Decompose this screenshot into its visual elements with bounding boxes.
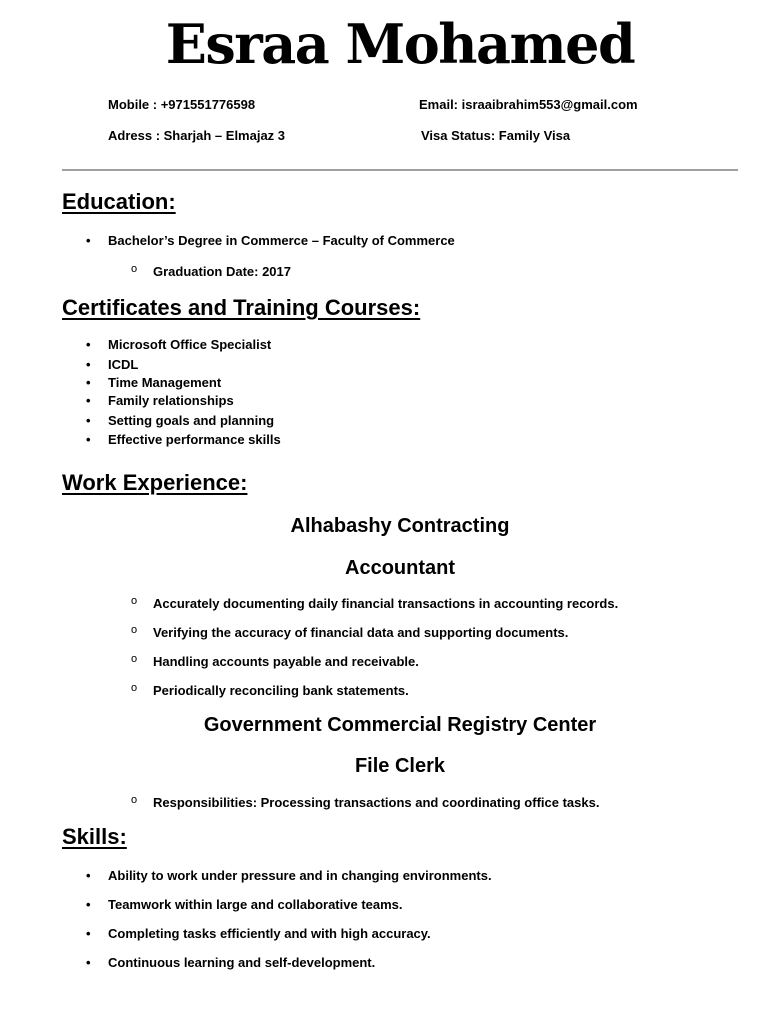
circle-bullet-icon: o xyxy=(131,682,138,694)
list-item xyxy=(86,897,403,912)
duty-text: Periodically reconciling bank statements. xyxy=(153,683,409,698)
certificate-item: Family relationships xyxy=(108,393,234,408)
graduation-date: Graduation Date: 2017 xyxy=(153,264,291,279)
list-item xyxy=(86,868,492,883)
circle-bullet-icon: o xyxy=(131,653,138,665)
list-item xyxy=(131,624,569,640)
list-item xyxy=(131,794,600,810)
skill-item: Ability to work under pressure and in changing environments. xyxy=(108,868,492,883)
list-item xyxy=(131,263,291,279)
list-item xyxy=(131,682,409,698)
bullet-icon: • xyxy=(86,375,91,390)
bullet-icon: • xyxy=(86,413,91,428)
certificate-item: Time Management xyxy=(108,375,222,390)
bullet-icon: • xyxy=(86,233,91,248)
list-item xyxy=(86,926,431,941)
work-experience-heading: Work Experience: xyxy=(62,470,248,495)
list-item xyxy=(86,357,139,372)
certificate-item: Setting goals and planning xyxy=(108,413,275,428)
duty-text: Accurately documenting daily financial transactions in accounting records. xyxy=(153,596,619,611)
duty-text: Verifying the accuracy of financial data and supporting documents. xyxy=(153,625,569,640)
circle-bullet-icon: o xyxy=(131,595,138,607)
mobile-number: Mobile : +971551776598 xyxy=(108,97,256,112)
circle-bullet-icon: o xyxy=(131,794,138,806)
list-item xyxy=(86,233,455,248)
duty-text: Handling accounts payable and receivable. xyxy=(153,654,419,669)
duty-text: Responsibilities: Processing transactions and coordinating office tasks. xyxy=(153,795,600,810)
list-item xyxy=(86,375,222,390)
company-name: Alhabashy Contracting xyxy=(290,515,510,537)
certificate-item: Microsoft Office Specialist xyxy=(108,337,272,352)
bullet-icon: • xyxy=(86,897,91,912)
certificate-item: ICDL xyxy=(108,357,139,372)
education-heading: Education: xyxy=(62,189,176,214)
applicant-name: Esraa Mohamed xyxy=(165,12,635,76)
bullet-icon: • xyxy=(86,955,91,970)
bullet-icon: • xyxy=(86,393,91,408)
degree-text: Bachelor’s Degree in Commerce – Faculty of Commerce xyxy=(108,233,455,248)
skill-item: Teamwork within large and collaborative teams. xyxy=(108,897,403,912)
skills-heading: Skills: xyxy=(62,824,127,849)
list-item xyxy=(86,337,272,352)
bullet-icon: • xyxy=(86,337,91,352)
job-title: File Clerk xyxy=(354,755,446,777)
visa-status: Visa Status: Family Visa xyxy=(421,128,571,143)
circle-bullet-icon: o xyxy=(131,263,138,275)
list-item xyxy=(86,432,281,447)
certificates-heading: Certificates and Training Courses: xyxy=(62,295,421,320)
bullet-icon: • xyxy=(86,432,91,447)
skill-item: Completing tasks efficiently and with high accuracy. xyxy=(108,926,431,941)
job-title: Accountant xyxy=(345,557,455,579)
list-item xyxy=(131,595,619,611)
certificate-item: Effective performance skills xyxy=(108,432,281,447)
bullet-icon: • xyxy=(86,926,91,941)
list-item xyxy=(86,955,376,970)
list-item xyxy=(86,393,234,408)
header-divider xyxy=(62,169,738,171)
company-name: Government Commercial Registry Center xyxy=(203,714,597,736)
address: Adress : Sharjah – Elmajaz 3 xyxy=(108,128,286,143)
bullet-icon: • xyxy=(86,357,91,372)
list-item xyxy=(131,653,419,669)
email-address: Email: israaibrahim553@gmail.com xyxy=(419,97,638,112)
circle-bullet-icon: o xyxy=(131,624,138,636)
bullet-icon: • xyxy=(86,868,91,883)
skill-item: Continuous learning and self-development. xyxy=(108,955,376,970)
list-item xyxy=(86,413,275,428)
